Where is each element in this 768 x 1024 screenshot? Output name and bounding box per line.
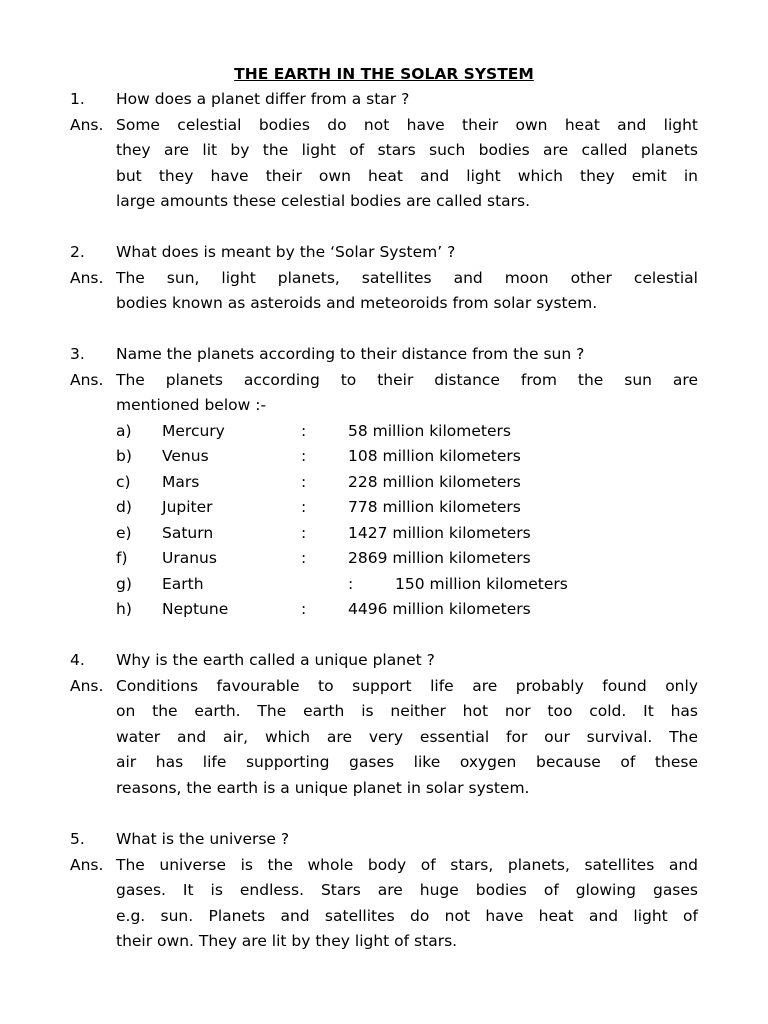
planet-distance: 2869 million kilometers <box>348 549 531 567</box>
answer-text: air has life supporting gases like oxygen because of these <box>116 753 698 771</box>
question-text: Why is the earth called a unique planet ? <box>116 651 435 669</box>
question-row <box>0 342 768 368</box>
answer-text: they are lit by the light of stars such bodies are called planets <box>116 141 698 159</box>
ans-label: Ans. <box>70 115 104 134</box>
separator-colon: : <box>301 600 307 618</box>
answer-text: The universe is the whole body of stars, planets, satellites and <box>116 855 698 874</box>
question-5-block <box>0 827 768 955</box>
planet-distance: 1427 million kilometers <box>348 523 531 542</box>
list-letter: a) <box>116 421 132 440</box>
separator-colon: : <box>301 549 307 567</box>
question-text: How does a planet differ from a star ? <box>116 90 410 108</box>
planet-distance: 108 million kilometers <box>348 447 521 465</box>
question-3-block <box>0 342 768 623</box>
answer-line <box>0 904 768 930</box>
answer-line <box>0 368 768 394</box>
list-letter: d) <box>116 498 132 516</box>
answer-line <box>0 113 768 139</box>
list-letter: e) <box>116 523 132 542</box>
question-row <box>0 240 768 266</box>
planet-list-item <box>0 521 768 547</box>
question-text: Name the planets according to their distance from the sun ? <box>116 345 585 363</box>
planet-name: Earth <box>162 574 204 593</box>
planet-list-item <box>0 470 768 496</box>
answer-line <box>0 929 768 955</box>
list-letter: b) <box>116 447 132 465</box>
list-letter: c) <box>116 472 131 491</box>
answer-line <box>0 699 768 725</box>
answer-text: e.g. sun. Planets and satellites do not have heat and light of <box>116 906 698 925</box>
question-number: 1. <box>70 90 85 108</box>
question-number: 2. <box>70 243 85 261</box>
question-row <box>0 827 768 853</box>
answer-text: gases. It is endless. Stars are huge bodies of glowing gases <box>116 881 698 899</box>
planet-list-item <box>0 419 768 445</box>
planet-distance: 4496 million kilometers <box>348 600 531 618</box>
planet-list-item <box>0 597 768 623</box>
planet-list-item <box>0 572 768 598</box>
answer-text: The planets according to their distance from the sun are <box>116 370 698 389</box>
separator-colon: : <box>301 421 307 440</box>
answer-text: their own. They are lit by they light of stars. <box>116 932 458 950</box>
answer-line <box>0 725 768 751</box>
question-2-block <box>0 240 768 317</box>
answer-text: on the earth. The earth is neither hot nor too cold. It has <box>116 702 698 720</box>
planet-list-item <box>0 444 768 470</box>
question-4-block <box>0 648 768 801</box>
answer-line <box>0 138 768 164</box>
page-title: THE EARTH IN THE SOLAR SYSTEM <box>234 65 534 83</box>
list-letter: f) <box>116 549 128 567</box>
planet-distance: 150 million kilometers <box>395 574 568 593</box>
question-number: 4. <box>70 651 85 669</box>
ans-label: Ans. <box>70 268 104 287</box>
question-1-block <box>0 87 768 215</box>
answer-text: The sun, light planets, satellites and moon other celestial <box>116 268 698 287</box>
planet-name: Saturn <box>162 523 214 542</box>
answer-line <box>0 266 768 292</box>
answer-text: water and air, which are very essential for our survival. The <box>116 727 698 746</box>
answer-line <box>0 853 768 879</box>
separator-colon: : <box>301 498 307 516</box>
answer-text: reasons, the earth is a unique planet in solar system. <box>116 778 530 797</box>
planet-name: Mercury <box>162 421 225 440</box>
planet-list-item <box>0 495 768 521</box>
answer-text: mentioned below :- <box>116 396 267 414</box>
planet-name: Uranus <box>162 549 217 567</box>
ans-label: Ans. <box>70 855 104 874</box>
question-row <box>0 87 768 113</box>
answer-line <box>0 674 768 700</box>
planet-name: Venus <box>162 447 209 465</box>
list-letter: h) <box>116 600 132 618</box>
list-letter: g) <box>116 574 132 593</box>
answer-text: but they have their own heat and light which they emit in <box>116 166 698 185</box>
question-text: What is the universe ? <box>116 830 290 848</box>
answer-text: large amounts these celestial bodies are called stars. <box>116 192 531 210</box>
planet-name: Neptune <box>162 600 229 618</box>
planet-name: Mars <box>162 472 200 491</box>
planet-distance: 778 million kilometers <box>348 498 521 516</box>
answer-line <box>0 189 768 215</box>
planet-name: Jupiter <box>162 498 213 516</box>
planet-list-item <box>0 546 768 572</box>
answer-text: Conditions favourable to support life are probably found only <box>116 676 698 695</box>
answer-line <box>0 750 768 776</box>
separator-colon: : <box>301 472 307 491</box>
question-number: 3. <box>70 345 85 363</box>
separator-colon: : <box>348 574 354 593</box>
planet-distance: 58 million kilometers <box>348 421 511 440</box>
answer-text: Some celestial bodies do not have their own heat and light <box>116 115 698 134</box>
separator-colon: : <box>301 523 307 542</box>
separator-colon: : <box>301 447 307 465</box>
planet-distance: 228 million kilometers <box>348 472 521 491</box>
answer-line <box>0 878 768 904</box>
answer-text: bodies known as asteroids and meteoroids from solar system. <box>116 294 598 312</box>
ans-label: Ans. <box>70 676 104 695</box>
answer-line <box>0 776 768 802</box>
answer-line <box>0 291 768 317</box>
question-text: What does is meant by the ‘Solar System’ ? <box>116 243 456 261</box>
answer-line <box>0 393 768 419</box>
question-row <box>0 648 768 674</box>
question-number: 5. <box>70 830 85 848</box>
ans-label: Ans. <box>70 370 104 389</box>
answer-line <box>0 164 768 190</box>
